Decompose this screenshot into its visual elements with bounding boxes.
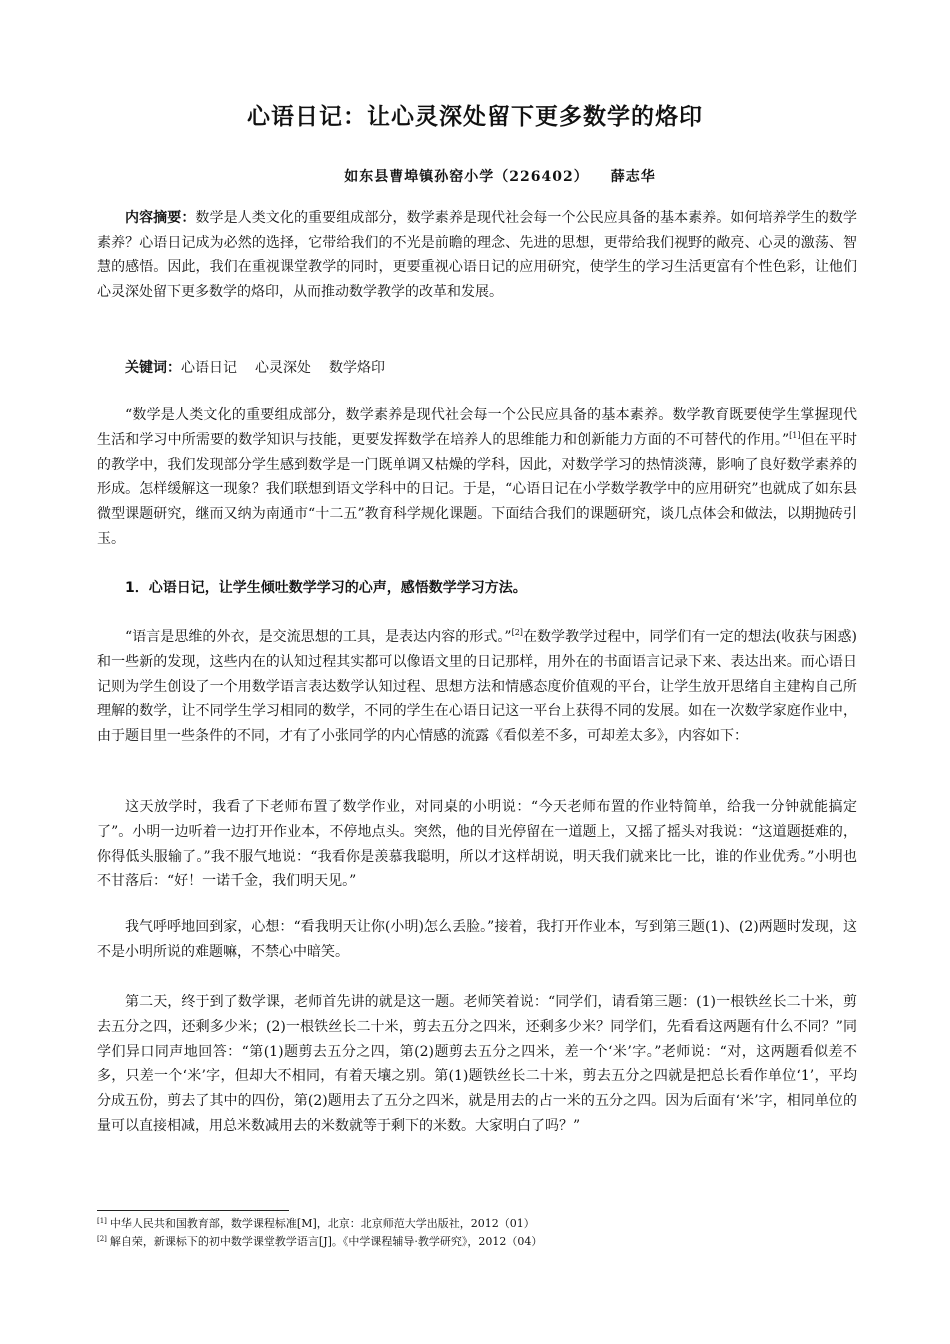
footnotes	[97, 1215, 857, 1251]
author-line	[0, 166, 950, 186]
footnote-ref: [1]	[789, 430, 801, 440]
diary-paragraph-2: 我气呼呼地回到家，心想：“看我明天让你(小明)怎么丢脸。”接着，我打开作业本，写到第三题(1)、(2)两题时发现，这不是小明所说的难题嘛，不禁心中暗笑。	[97, 919, 857, 960]
keyword-item: 心灵深处	[255, 360, 311, 376]
section-text: 在数学教学过程中，同学们有一定的想法(收获与困惑)和一些新的发现，这些内在的认知过程其实都可以像语文里的日记那样，用外在的书面语言记录下来、表达出来。而心语日记则为学生创设了一个用数学语言表达数学认知过程、思想方法和情感态度价值观的平台，让学生放开思绪自主建构自己所理解的数学，让不同学生学习相同的数学，不同的学生在心语日记这一平台上获得不同的发展。如在一次数学家庭作业中，由于题目里一些条件的不同，才有了小张同学的内心情感的流露《看似差不多，可却差太多》，内容如下：	[97, 629, 857, 745]
abstract-label: 内容摘要：	[125, 210, 196, 226]
diary-paragraph-1: 这天放学时，我看了下老师布置了数学作业，对同桌的小明说：“今天老师布置的作业特简单，给我一分钟就能搞定了”。小明一边听着一边打开作业本，不停地点头。突然，他的目光停留在一道题上，又摇了摇头对我说：“这道题挺难的，你得低头服输了。”我不服气地说：“我看你是羡慕我聪明，所以才这样胡说，明天我们就来比一比，谁的作业优秀。”小明也不甘落后：“好！一诺千金，我们明天见。”	[97, 799, 857, 890]
author-school: 如东县曹埠镇孙窑小学（226402）	[344, 169, 589, 185]
footnote-mark: [2]	[97, 1235, 107, 1243]
section-quote: “语言是思维的外衣，是交流思想的工具，是表达内容的形式。”	[125, 629, 512, 645]
intro-text: 但在平时的教学中，我们发现部分学生感到数学是一门既单调又枯燥的学科，因此，对数学学习的热情淡薄，影响了良好数学素养的形成。怎样缓解这一现象？我们联想到语文学科中的日记。于是，“心语日记在小学数学教学中的应用研究”也就成了如东县微型课题研究，继而又纳为南通市“十二五”教育科学规化课题。下面结合我们的课题研究，谈几点体会和做法，以期抛砖引玉。	[97, 431, 858, 547]
footnote-divider	[97, 1210, 289, 1211]
footnote-text: 解自荣，新课标下的初中数学课堂教学语言[J]。《中学课程辅导·教学研究》，2012（04）	[109, 1235, 543, 1248]
diary-paragraph-3: 第二天，终于到了数学课，老师首先讲的就是这一题。老师笑着说：“同学们，请看第三题：(1)一根铁丝长二十米，剪去五分之四，还剩多少米；(2)一根铁丝长二十米，剪去五分之四米，还剩多少米？同学们，先看看这两题有什么不同？”同学们异口同声地回答：“第(1)题剪去五分之四，第(2)题剪去五分之四米，差一个‘米’字。”老师说：“对，这两题看似差不多，只差一个‘米’字，但却大不相同，有着天壤之别。第(1)题铁丝长二十米，剪去五分之四就是把总长看作单位‘1’，平均分成五份，剪去了其中的四份，第(2)题用去了五分之四米，就是用去的占一米的五分之四。因为后面有‘米’字，相同单位的量可以直接相减，用总米数减用去的米数就等于剩下的米数。大家明白了吗？”	[97, 994, 857, 1134]
footnote-mark: [1]	[97, 1217, 107, 1225]
section-heading: 1．心语日记，让学生倾吐数学学习的心声，感悟数学学习方法。	[125, 580, 527, 596]
keyword-item: 心语日记	[181, 360, 237, 376]
abstract-text: 数学是人类文化的重要组成部分，数学素养是现代社会每一个公民应具备的基本素养。如何培养学生的数学素养？心语日记成为必然的选择，它带给我们的不光是前瞻的理念、先进的思想，更带给我们视野的敞亮、心灵的激荡、智慧的感悟。因此，我们在重视课堂教学的同时，更要重视心语日记的应用研究，使学生的学习生活更富有个性色彩，让他们心灵深处留下更多数学的烙印，从而推动数学教学的改革和发展。	[97, 210, 858, 300]
intro-quote: “数学是人类文化的重要组成部分，数学素养是现代社会每一个公民应具备的基本素养。数学教育既要使学生掌握现代生活和学习中所需要的数学知识与技能，更要发挥数学在培养人的思维能力和创新能力方面的不可替代的作用。”	[97, 407, 857, 448]
keyword-item: 数学烙印	[329, 360, 385, 376]
footnote-text: 中华人民共和国教育部，数学课程标准[M]，北京：北京师范大学出版社，2012（01）	[109, 1217, 535, 1230]
footnote-item	[97, 1233, 857, 1251]
article-title: 心语日记：让心灵深处留下更多数学的烙印	[247, 104, 703, 130]
intro-paragraph	[97, 403, 857, 552]
abstract-paragraph	[97, 206, 857, 304]
section-paragraph-1	[97, 625, 857, 749]
keywords-label: 关键词：	[125, 360, 181, 376]
footnote-ref: [2]	[511, 628, 523, 637]
keywords-line	[97, 356, 857, 381]
author-name: 薛志华	[610, 169, 656, 185]
footnote-item	[97, 1215, 857, 1233]
